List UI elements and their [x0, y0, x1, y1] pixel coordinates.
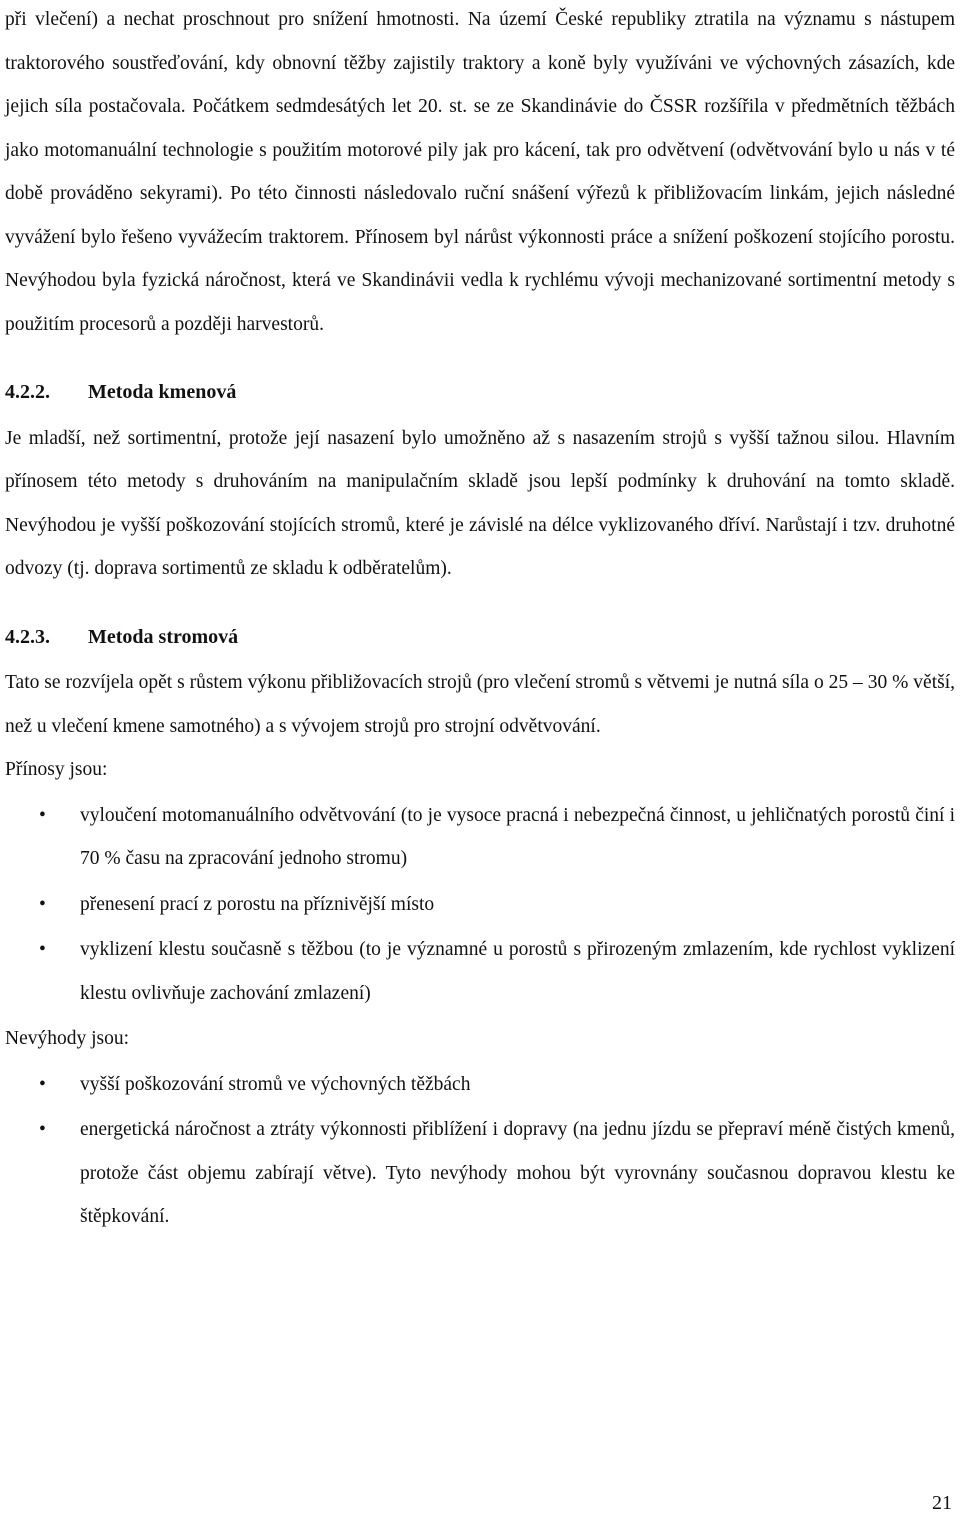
bullet-icon: • [39, 804, 46, 826]
section-heading-kmenova [5, 371, 955, 415]
page-number: 21 [932, 1492, 952, 1514]
bullet-icon: • [39, 939, 46, 960]
list-item [5, 928, 955, 1015]
disadvantages-list [5, 1063, 955, 1239]
document-page [5, 0, 955, 1241]
list-item-text: vyšší poškozování stromů ve výchovných těžbách [80, 1073, 471, 1095]
list-item [5, 1063, 955, 1107]
bullet-icon: • [39, 1119, 46, 1140]
list-item [5, 1108, 955, 1239]
list-item-text: vyloučení motomanuálního odvětvování (to je vysoce pracná i nebezpečná činnost, u jehličnatých porostů činí i 70 % času na zpracování jednoho stromu) [80, 804, 955, 869]
section-heading-stromova [5, 616, 955, 660]
section-number: 4.2.2. [5, 381, 50, 403]
list-item-text: přenesení prací z porostu na příznivější místo [80, 893, 435, 915]
list-item-text: energetická náročnost a ztráty výkonnosti přiblížení i dopravy (na jednu jízdu se přepraví méně čistých kmenů, protože část objemu zabírají větve). Tyto nevýhody mohou být vyrovnány současnou dopravou klestu ke štěpkování. [80, 1119, 955, 1227]
advantages-list [5, 794, 955, 1016]
bullet-icon: • [39, 893, 46, 915]
list-item [5, 883, 955, 927]
section-title: Metoda kmenová [88, 381, 237, 403]
section-title: Metoda stromová [88, 625, 239, 648]
disadvantages-label: Nevýhody jsou: [5, 1028, 130, 1049]
list-item-text: vyklizení klestu současně s těžbou (to je významné u porostů s přirozeným zmlazením, kde rychlost vyklizení klestu ovlivňuje zachování zmlazení) [80, 939, 955, 1004]
intro-paragraph: při vlečení) a nechat proschnout pro snížení hmotnosti. Na území České republiky ztratila na významu s nástupem traktorového soustřeďování, kdy obnovní těžby zajistily traktory a koně byly využíváni ve výchovných zásazích, kde jejich síla postačovala. Počátkem sedmdesátých let 20. st. se ze Skandinávie do ČSSR rozšířila v předmětních těžbách jako motomanuální technologie s použitím motorové pily jak pro kácení, tak pro odvětvení (odvětvování bylo u nás v té době prováděno sekyrami). Po této činnosti následovalo ruční snášení výřezů k přibližovacím linkám, jejich následné vyvážení bylo řešeno vyvážecím traktorem. Přínosem byl nárůst výkonnosti práce a snížení poškození stojícího porostu. Nevýhodou byla fyzická náročnost, která ve Skandinávii vedla k rychlému vývoji mechanizované sortimentní metody s použitím procesorů a později harvestorů. [5, 9, 955, 335]
kmenova-paragraph: Je mladší, než sortimentní, protože její nasazení bylo umožněno až s nasazením strojů s vyšší tažnou silou. Hlavním přínosem této metody s druhováním na manipulačním skladě jsou lepší podmínky k druhování na tomto skladě. Nevýhodou je vyšší poškozování stojících stromů, které je závislé na délce vyklizovaného dříví. Narůstají i tzv. druhotné odvozy (tj. doprava sortimentů ze skladu k odběratelům). [5, 427, 955, 579]
advantages-label: Přínosy jsou: [5, 759, 108, 780]
section-number: 4.2.3. [5, 625, 50, 648]
stromova-paragraph: Tato se rozvíjela opět s růstem výkonu přibližovacích strojů (pro vlečení stromů s větvemi je nutná síla o 25 – 30 % větší, než u vlečení kmene samotného) a s vývojem strojů pro strojní odvětvování. [5, 672, 955, 737]
bullet-icon: • [39, 1073, 46, 1095]
list-item [5, 794, 955, 881]
